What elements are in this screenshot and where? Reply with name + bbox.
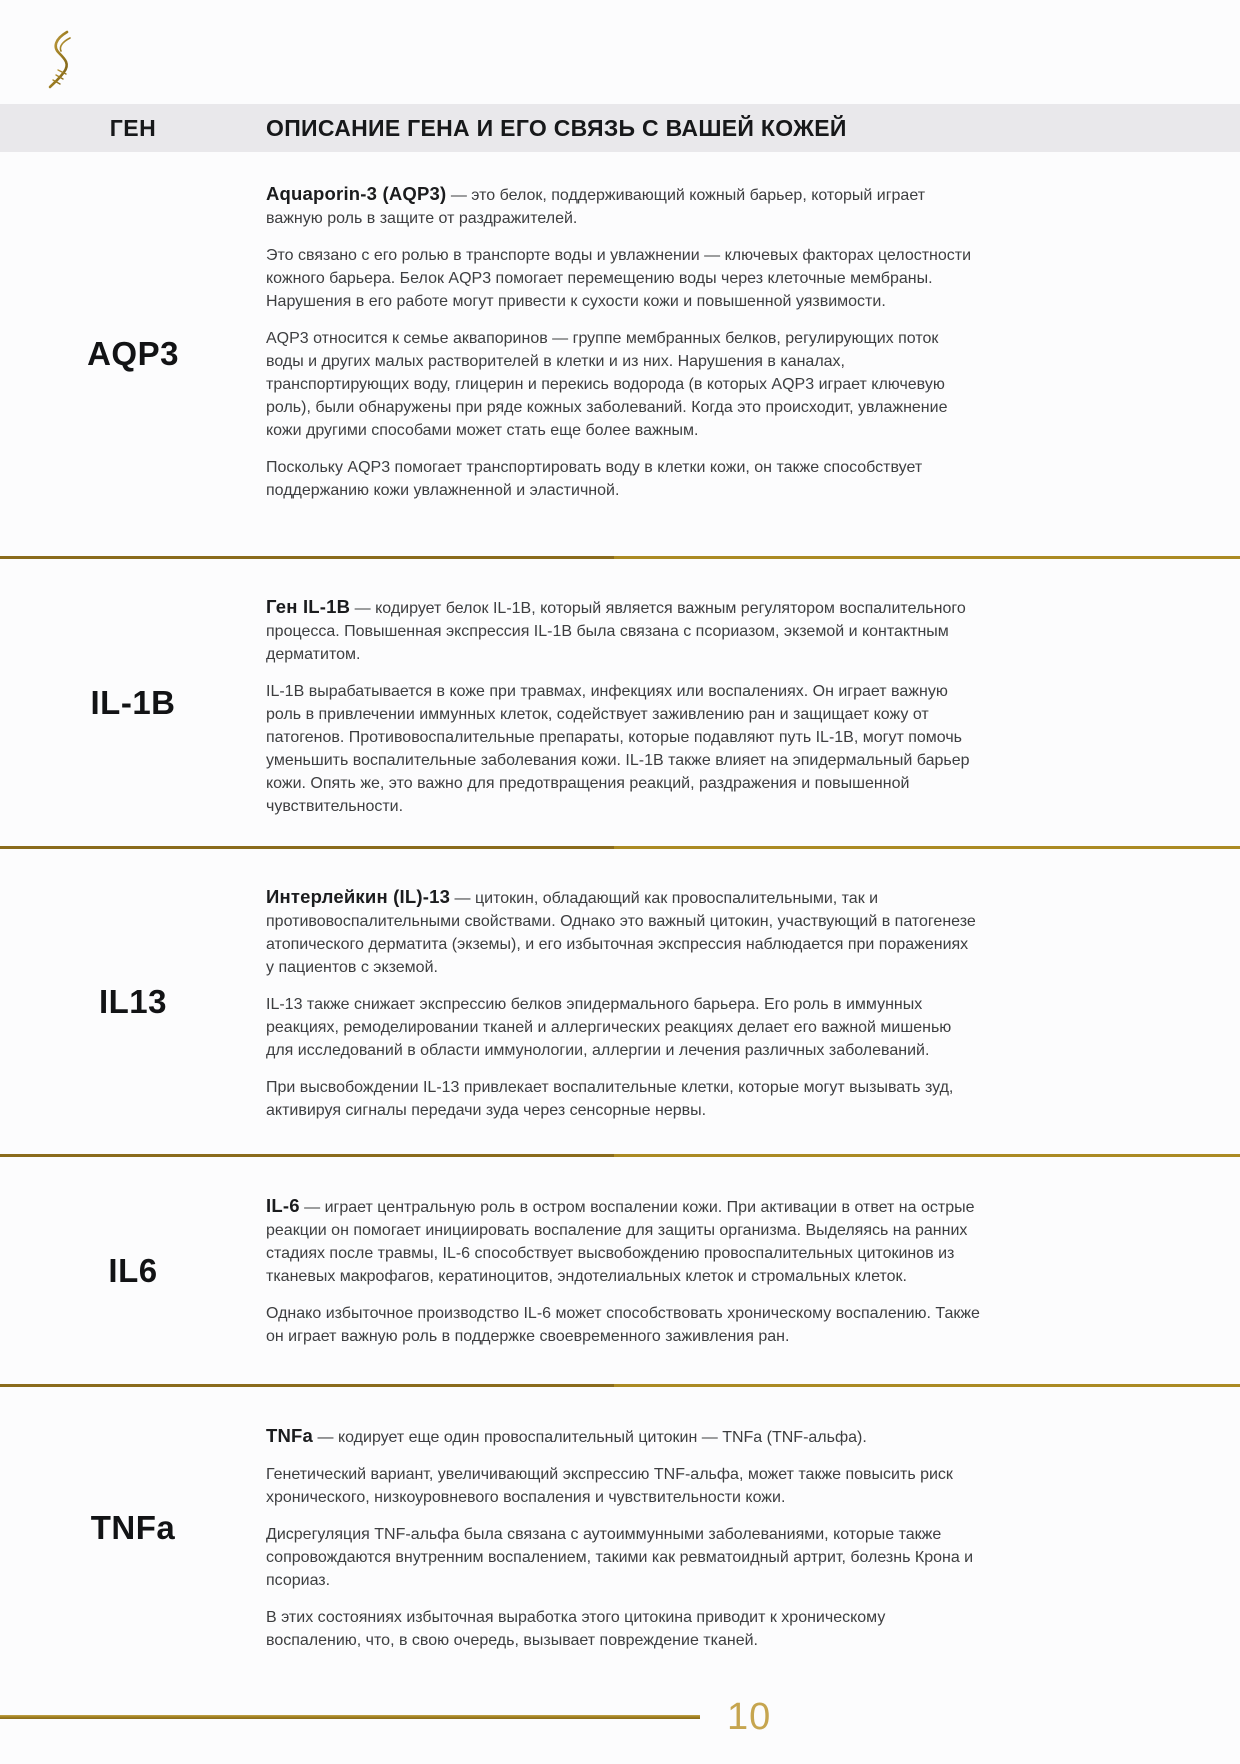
- paragraph-text: Дисрегуляция TNF-альфа была связана с аутоиммунными заболеваниями, которые также сопровождаются внутренним воспалением, такими как ревматоидный артрит, болезнь Крона и псориаз.: [266, 1526, 974, 1589]
- gene-lead: Ген IL-1B: [266, 596, 351, 617]
- paragraph-text: В этих состояниях избыточная выработка этого цитокина приводит к хроническому воспалению, что, в свою очередь, вызывает повреждение тканей.: [266, 1609, 886, 1649]
- paragraph: [266, 1606, 980, 1652]
- gene-label: AQP3: [87, 335, 179, 372]
- paragraph-text: Однако избыточное производство IL-6 может способствовать хроническому воспалению. Также он играет важную роль в поддержке своевременного заживления ран.: [266, 1305, 980, 1345]
- paragraph: [266, 1463, 980, 1509]
- paragraph-text: IL-13 также снижает экспрессию белков эпидермального барьера. Его роль в иммунных реакциях, ремоделировании тканей и аллергических реакциях делает его важной мишенью для исследований в области иммунологии, аллергии и лечения различных заболеваний.: [266, 996, 952, 1059]
- paragraph-text: — играет центральную роль в остром воспалении кожи. При активации в ответ на острые реакции он помогает инициировать воспаление для защиты организма. Выделяясь на ранних стадиях после травмы, IL-6 способствует высвобождению провоспалительных цитокинов из тканевых макрофагов, кератиноцитов, эндотелиальных клеток и стромальных клеток.: [266, 1199, 975, 1285]
- paragraph: [266, 327, 980, 442]
- paragraph: [266, 595, 980, 666]
- paragraph-text: — кодирует белок IL-1B, который является важным регулятором воспалительного процесса. Повышенная экспрессия IL-1B была связана с псориазом, экземой и контактным дерматитом.: [266, 600, 966, 663]
- table-row: [0, 152, 1240, 556]
- gene-label: IL13: [98, 982, 168, 1020]
- paragraph: [266, 1076, 980, 1122]
- paragraph-text: — это белок, поддерживающий кожный барьер, который играет важную роль в защите от раздражителей.: [266, 187, 926, 227]
- gene-label: TNFa: [90, 1508, 176, 1546]
- table-row: [0, 1387, 1240, 1668]
- paragraph-text: Поскольку AQP3 помогает транспортировать воду в клетки кожи, он также способствует поддержанию кожи увлажненной и эластичной.: [266, 459, 923, 499]
- gene-lead: TNFa: [266, 1425, 314, 1446]
- gene-lead: Aquaporin-3 (AQP3): [266, 183, 447, 204]
- gene-label: IL6: [108, 1251, 158, 1289]
- paragraph-text: — кодирует еще один провоспалительный цитокин — TNFa (TNF-альфа).: [313, 1429, 867, 1446]
- gene-label: IL-1B: [90, 683, 176, 721]
- gene-description: [266, 1387, 980, 1668]
- footer-gold-line: [0, 1715, 700, 1719]
- gene-description: [266, 559, 980, 846]
- gene-lead: Интерлейкин (IL)-13: [266, 886, 451, 907]
- dna-logo-icon: [46, 30, 76, 90]
- header-gene-column: ГЕН: [109, 114, 157, 141]
- paragraph: [266, 885, 980, 979]
- paragraph-text: AQP3 относится к семье аквапоринов — группе мембранных белков, регулирующих поток воды и других малых растворителей в клетки и из них. Нарушения в каналах, транспортирующих воду, глицерин и перекись водорода (в которых AQP3 играет ключевую роль), были обнаружены при ряде кожных заболеваний. Когда это происходит, увлажнение кожи другими способами может стать еще более важным.: [266, 330, 948, 439]
- paragraph-text: Генетический вариант, увеличивающий экспрессию TNF-альфа, может также повысить риск хронического, низкоуровневого воспаления и чувствительности кожи.: [266, 1466, 953, 1506]
- paragraph-text: Это связано с его ролью в транспорте воды и увлажнении — ключевых факторах целостности кожного барьера. Белок AQP3 помогает перемещению воды через клеточные мембраны. Нарушения в его работе могут привести к сухости кожи и повышенной уязвимости.: [266, 247, 972, 310]
- table-row: [0, 849, 1240, 1154]
- gene-description: [266, 152, 980, 556]
- gene-lead: IL-6: [266, 1195, 300, 1216]
- paragraph-text: — цитокин, обладающий как провоспалительными, так и противовоспалительными свойствами. Однако это важный цитокин, участвующий в патогенезе атопического дерматита (экземы), и его избыточная экспрессия наблюдается при поражениях у пациентов с экземой.: [266, 890, 976, 976]
- paragraph: [266, 680, 980, 818]
- table-row: [0, 1157, 1240, 1384]
- paragraph: [266, 993, 980, 1062]
- paragraph: [266, 182, 980, 230]
- page-number: 10: [727, 1696, 772, 1738]
- paragraph: [266, 1424, 980, 1449]
- paragraph-text: При высвобождении IL-13 привлекает воспалительные клетки, которые могут вызывать зуд, активируя сигналы передачи зуда через сенсорные нервы.: [266, 1079, 954, 1119]
- table-header: [0, 104, 1240, 152]
- paragraph: [266, 1302, 980, 1348]
- paragraph: [266, 244, 980, 313]
- header-description-column: ОПИСАНИЕ ГЕНА И ЕГО СВЯЗЬ С ВАШЕЙ КОЖЕЙ: [266, 114, 847, 141]
- paragraph-text: IL-1B вырабатывается в коже при травмах, инфекциях или воспалениях. Он играет важную роль в привлечении иммунных клеток, содействует заживлению ран и защищает кожу от патогенов. Противовоспалительные препараты, которые подавляют путь IL-1B, могут помочь уменьшить воспалительные заболевания кожи. IL-1B также влияет на эпидермальный барьер кожи. Опять же, это важно для предотвращения реакций, раздражения и повышенной чувствительности.: [266, 683, 970, 815]
- gene-description: [266, 849, 980, 1154]
- paragraph: [266, 456, 980, 502]
- table-row: [0, 559, 1240, 846]
- gene-description: [266, 1157, 980, 1384]
- gene-table: [0, 152, 1240, 1764]
- paragraph: [266, 1523, 980, 1592]
- paragraph: [266, 1194, 980, 1288]
